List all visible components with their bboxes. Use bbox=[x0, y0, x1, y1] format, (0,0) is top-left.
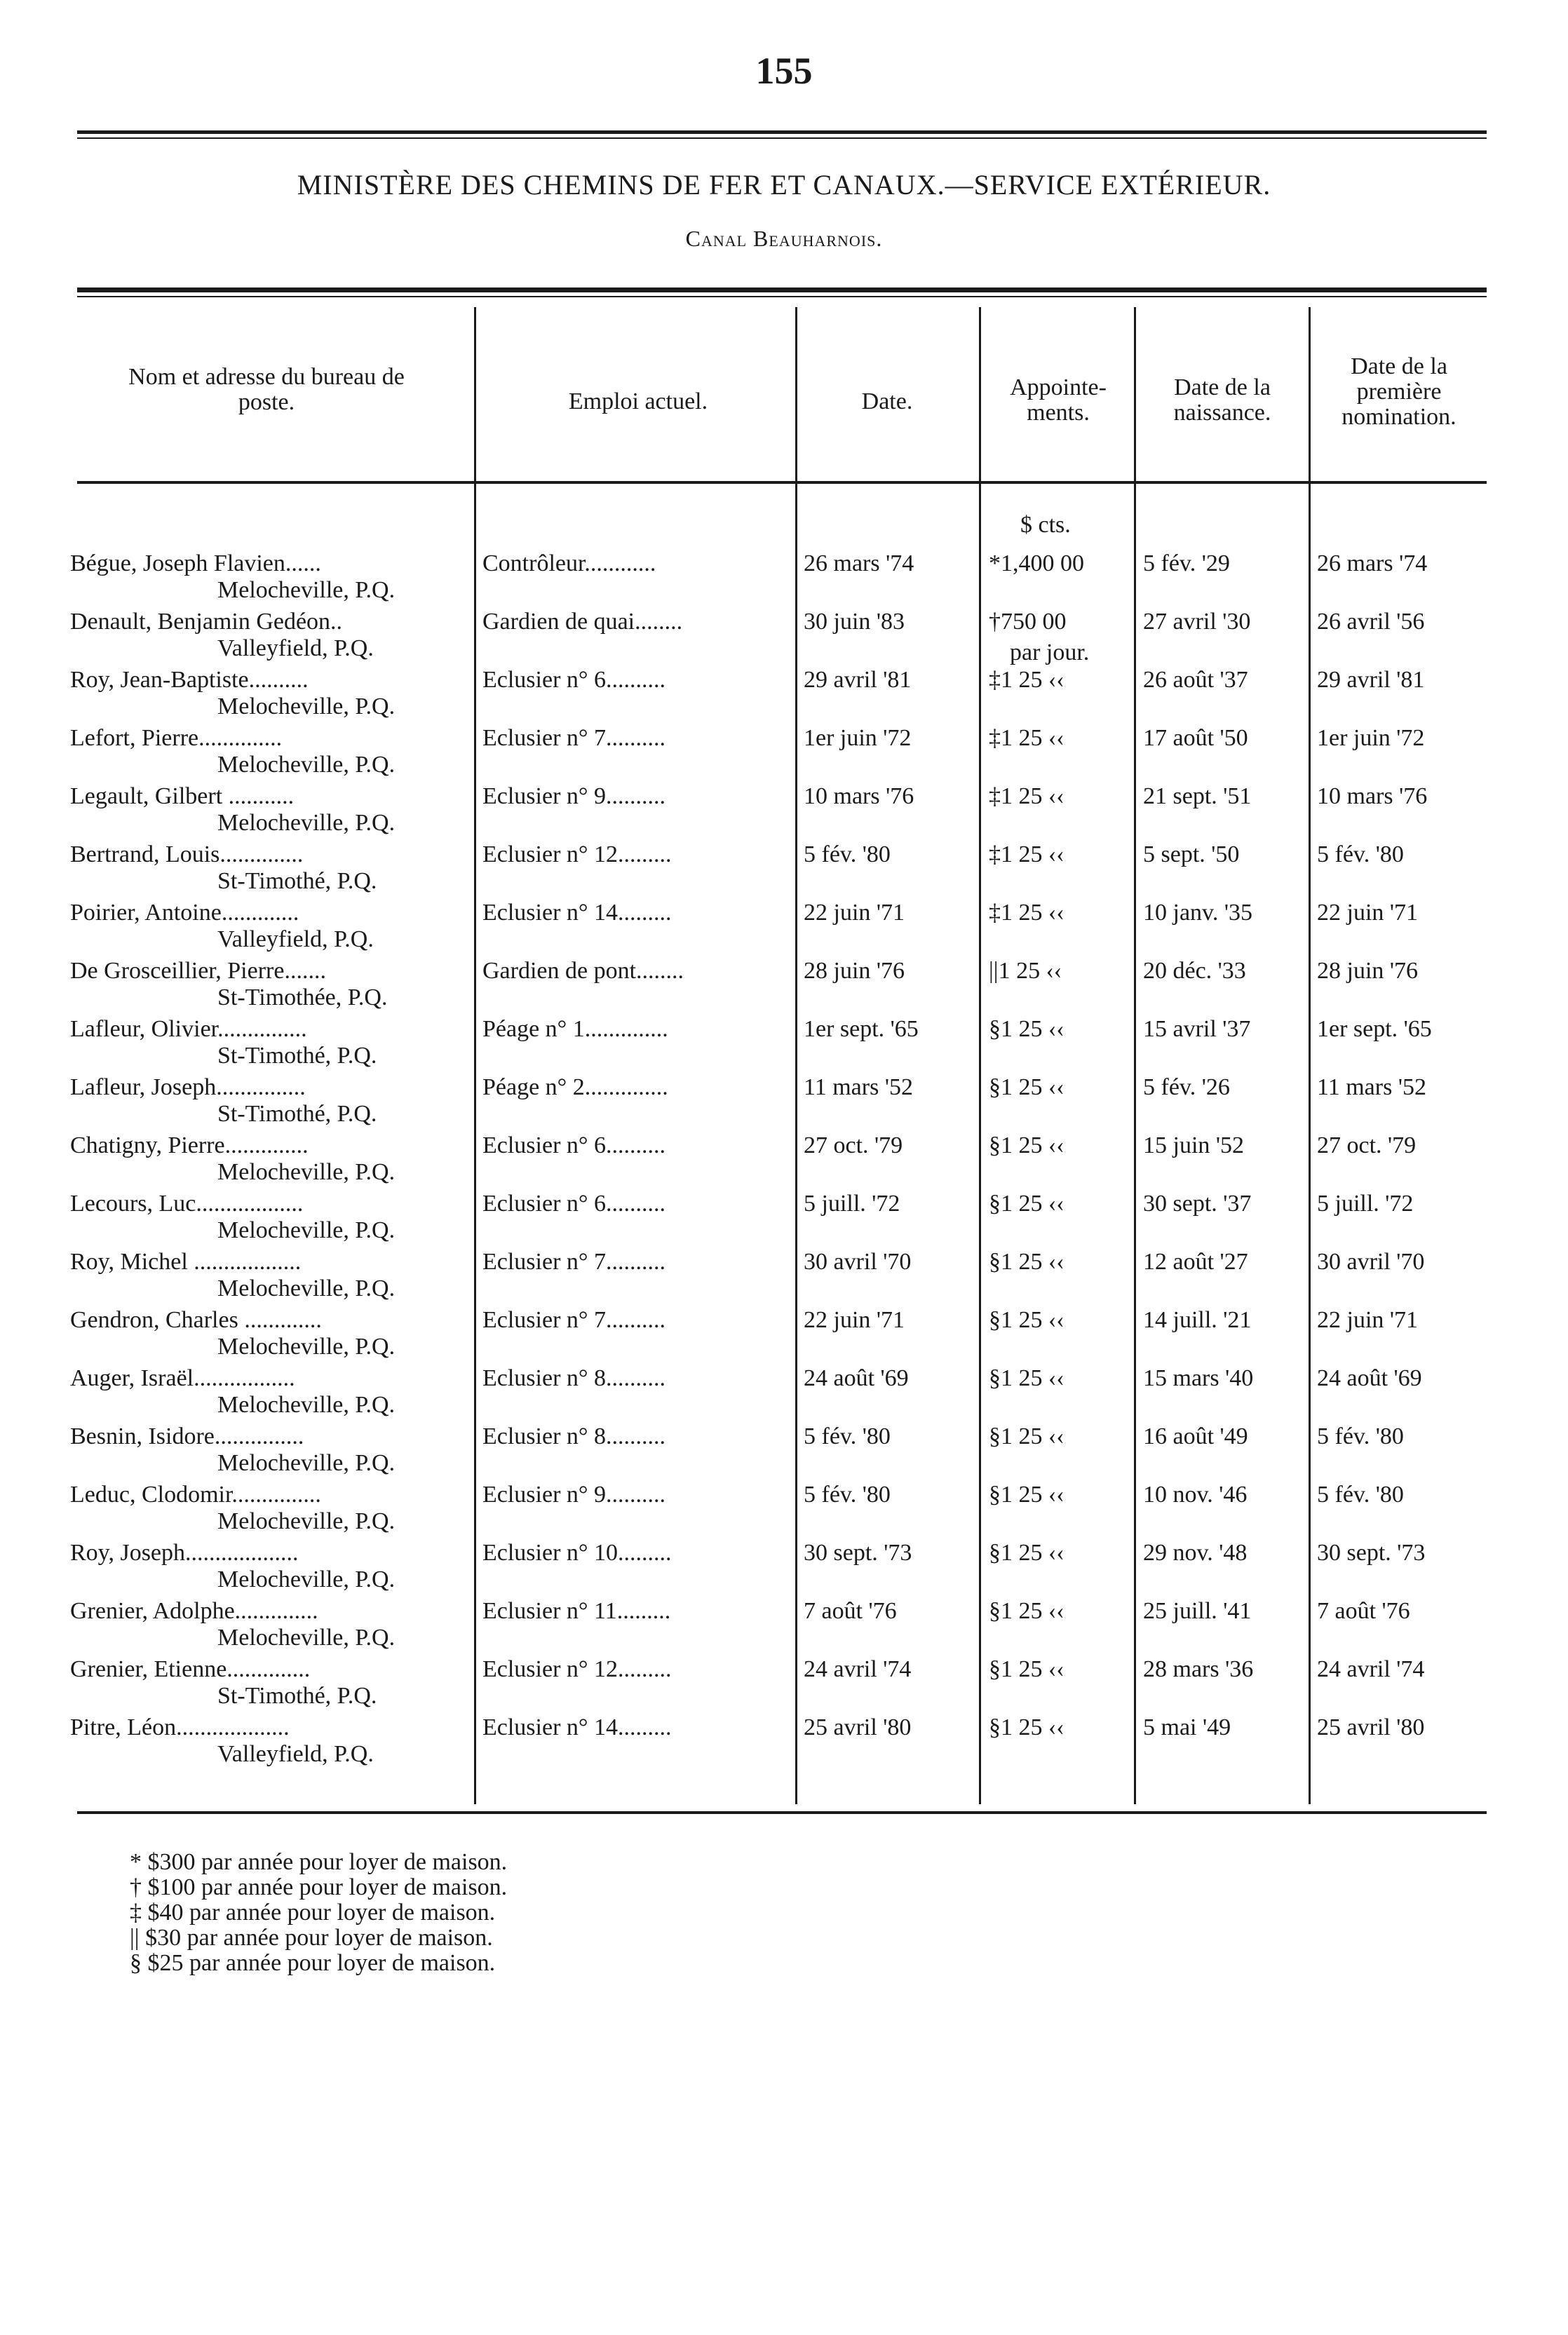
appointements-cell: ‡1 25 ‹‹ bbox=[989, 725, 1065, 751]
address-cell: Melocheville, P.Q. bbox=[217, 1275, 396, 1301]
page-title: MINISTÈRE DES CHEMINS DE FER ET CANAUX.—SERVICE EXTÉRIEUR. bbox=[297, 169, 1271, 201]
naissance-cell: 25 juill. '41 bbox=[1143, 1598, 1252, 1624]
naissance-cell: 15 avril '37 bbox=[1143, 1016, 1251, 1042]
nomination-cell: 5 fév. '80 bbox=[1317, 841, 1404, 867]
name-cell: Roy, Michel .................. bbox=[70, 1249, 302, 1275]
address-cell: Melocheville, P.Q. bbox=[217, 1159, 396, 1185]
name-cell: Denault, Benjamin Gedéon.. bbox=[70, 609, 343, 635]
date-cell: 26 mars '74 bbox=[804, 550, 914, 576]
date-cell: 5 fév. '80 bbox=[804, 1423, 891, 1449]
address-cell: Valleyfield, P.Q. bbox=[217, 926, 374, 952]
header-naissance: Date de la naissance. bbox=[1173, 374, 1271, 426]
naissance-cell: 17 août '50 bbox=[1143, 725, 1248, 751]
address-cell: Melocheville, P.Q. bbox=[217, 1450, 396, 1476]
appointements-cell: ‡1 25 ‹‹ bbox=[989, 783, 1065, 809]
nomination-cell: 29 avril '81 bbox=[1317, 667, 1425, 693]
address-cell: St-Timothée, P.Q. bbox=[217, 984, 388, 1010]
emploi-cell: Eclusier n° 8.......... bbox=[482, 1423, 665, 1449]
emploi-cell: Gardien de quai........ bbox=[482, 609, 683, 635]
units-label: $ cts. bbox=[1020, 512, 1071, 538]
naissance-cell: 21 sept. '51 bbox=[1143, 783, 1252, 809]
naissance-cell: 16 août '49 bbox=[1143, 1423, 1248, 1449]
nomination-cell: 30 sept. '73 bbox=[1317, 1540, 1426, 1566]
name-cell: Lafleur, Olivier............... bbox=[70, 1016, 307, 1042]
top-rule-thin bbox=[77, 137, 1487, 139]
naissance-cell: 20 déc. '33 bbox=[1143, 958, 1246, 984]
date-cell: 7 août '76 bbox=[804, 1598, 897, 1624]
date-cell: 24 août '69 bbox=[804, 1365, 909, 1391]
nomination-cell: 25 avril '80 bbox=[1317, 1714, 1425, 1740]
emploi-cell: Péage n° 2.............. bbox=[482, 1074, 668, 1100]
address-cell: Melocheville, P.Q. bbox=[217, 810, 396, 836]
table-top-rule-thin bbox=[77, 296, 1487, 297]
appointements-cell: §1 25 ‹‹ bbox=[989, 1016, 1065, 1042]
column-divider bbox=[1134, 307, 1136, 1804]
emploi-cell: Eclusier n° 10......... bbox=[482, 1540, 672, 1566]
appointements-cell: §1 25 ‹‹ bbox=[989, 1656, 1065, 1682]
naissance-cell: 14 juill. '21 bbox=[1143, 1307, 1252, 1333]
name-cell: Gendron, Charles ............. bbox=[70, 1307, 322, 1333]
emploi-cell: Eclusier n° 7.......... bbox=[482, 1249, 665, 1275]
naissance-cell: 15 juin '52 bbox=[1143, 1132, 1245, 1158]
address-cell: St-Timothé, P.Q. bbox=[217, 1101, 377, 1127]
nomination-cell: 5 fév. '80 bbox=[1317, 1482, 1404, 1508]
emploi-cell: Eclusier n° 6.......... bbox=[482, 1132, 665, 1158]
appointements-cell: †750 00 bbox=[989, 609, 1067, 635]
name-cell: Legault, Gilbert ........... bbox=[70, 783, 295, 809]
header-nomination: Date de la première nomination. bbox=[1341, 353, 1457, 430]
nomination-cell: 5 juill. '72 bbox=[1317, 1191, 1414, 1217]
nomination-cell: 5 fév. '80 bbox=[1317, 1423, 1404, 1449]
date-cell: 30 avril '70 bbox=[804, 1249, 912, 1275]
header-emploi: Emploi actuel. bbox=[568, 388, 708, 414]
emploi-cell: Eclusier n° 12......... bbox=[482, 1656, 672, 1682]
name-cell: Poirier, Antoine............. bbox=[70, 900, 299, 926]
footnote: § $25 par année pour loyer de maison. bbox=[130, 1950, 496, 1976]
emploi-cell: Eclusier n° 7.......... bbox=[482, 1307, 665, 1333]
address-cell: Melocheville, P.Q. bbox=[217, 1508, 396, 1534]
address-cell: Melocheville, P.Q. bbox=[217, 1334, 396, 1360]
date-cell: 1er sept. '65 bbox=[804, 1016, 919, 1042]
address-cell: Melocheville, P.Q. bbox=[217, 1566, 396, 1592]
address-cell: St-Timothé, P.Q. bbox=[217, 1043, 377, 1069]
address-cell: St-Timothé, P.Q. bbox=[217, 1683, 377, 1709]
emploi-cell: Contrôleur............ bbox=[482, 550, 656, 576]
date-cell: 11 mars '52 bbox=[804, 1074, 913, 1100]
nomination-cell: 24 avril '74 bbox=[1317, 1656, 1425, 1682]
name-cell: Lafleur, Joseph............... bbox=[70, 1074, 306, 1100]
address-cell: Melocheville, P.Q. bbox=[217, 577, 396, 603]
emploi-cell: Eclusier n° 6.......... bbox=[482, 667, 665, 693]
date-cell: 30 sept. '73 bbox=[804, 1540, 912, 1566]
appointements-cell: §1 25 ‹‹ bbox=[989, 1132, 1065, 1158]
naissance-cell: 30 sept. '37 bbox=[1143, 1191, 1252, 1217]
header-appointements: Appointe-ments. bbox=[1010, 374, 1107, 426]
appointements-cell: §1 25 ‹‹ bbox=[989, 1307, 1065, 1333]
naissance-cell: 26 août '37 bbox=[1143, 667, 1248, 693]
date-cell: 5 fév. '80 bbox=[804, 841, 891, 867]
naissance-cell: 5 fév. '29 bbox=[1143, 550, 1230, 576]
name-cell: Besnin, Isidore............... bbox=[70, 1423, 304, 1449]
date-cell: 30 juin '83 bbox=[804, 609, 905, 635]
appointements-note: par jour. bbox=[1010, 639, 1090, 665]
page-subtitle: Canal Beauharnois. bbox=[685, 226, 883, 251]
column-divider bbox=[795, 307, 797, 1804]
nomination-cell: 30 avril '70 bbox=[1317, 1249, 1425, 1275]
address-cell: Melocheville, P.Q. bbox=[217, 1625, 396, 1651]
name-cell: Lefort, Pierre.............. bbox=[70, 725, 283, 751]
date-cell: 10 mars '76 bbox=[804, 783, 914, 809]
appointements-cell: *1,400 00 bbox=[989, 550, 1084, 576]
name-cell: Bégue, Joseph Flavien...... bbox=[70, 550, 321, 576]
name-cell: De Grosceillier, Pierre....... bbox=[70, 958, 326, 984]
nomination-cell: 11 mars '52 bbox=[1317, 1074, 1426, 1100]
address-cell: Melocheville, P.Q. bbox=[217, 1217, 396, 1243]
top-rule bbox=[77, 130, 1487, 134]
date-cell: 22 juin '71 bbox=[804, 900, 905, 926]
name-cell: Bertrand, Louis.............. bbox=[70, 841, 304, 867]
nomination-cell: 27 oct. '79 bbox=[1317, 1132, 1417, 1158]
naissance-cell: 10 nov. '46 bbox=[1143, 1482, 1248, 1508]
address-cell: St-Timothé, P.Q. bbox=[217, 868, 377, 894]
column-divider bbox=[1309, 307, 1311, 1804]
address-cell: Melocheville, P.Q. bbox=[217, 1392, 396, 1418]
name-cell: Roy, Jean-Baptiste.......... bbox=[70, 667, 309, 693]
emploi-cell: Eclusier n° 7.......... bbox=[482, 725, 665, 751]
naissance-cell: 28 mars '36 bbox=[1143, 1656, 1254, 1682]
column-divider bbox=[474, 307, 476, 1804]
naissance-cell: 29 nov. '48 bbox=[1143, 1540, 1248, 1566]
header-nom: Nom et adresse du bureau de poste. bbox=[128, 364, 405, 415]
nomination-cell: 1er juin '72 bbox=[1317, 725, 1425, 751]
naissance-cell: 27 avril '30 bbox=[1143, 609, 1251, 635]
appointements-cell: §1 25 ‹‹ bbox=[989, 1423, 1065, 1449]
name-cell: Grenier, Adolphe.............. bbox=[70, 1598, 318, 1624]
table-top-rule bbox=[77, 287, 1487, 292]
appointements-cell: §1 25 ‹‹ bbox=[989, 1365, 1065, 1391]
naissance-cell: 12 août '27 bbox=[1143, 1249, 1248, 1275]
emploi-cell: Gardien de pont........ bbox=[482, 958, 684, 984]
nomination-cell: 26 avril '56 bbox=[1317, 609, 1425, 635]
emploi-cell: Eclusier n° 14......... bbox=[482, 900, 672, 926]
footnote: || $30 par année pour loyer de maison. bbox=[130, 1925, 493, 1951]
table-bottom-rule bbox=[77, 1811, 1487, 1814]
date-cell: 1er juin '72 bbox=[804, 725, 912, 751]
emploi-cell: Eclusier n° 9.......... bbox=[482, 1482, 665, 1508]
appointements-cell: ||1 25 ‹‹ bbox=[989, 958, 1062, 984]
header-rule bbox=[77, 481, 1487, 484]
naissance-cell: 10 janv. '35 bbox=[1143, 900, 1252, 926]
nomination-cell: 24 août '69 bbox=[1317, 1365, 1422, 1391]
naissance-cell: 5 sept. '50 bbox=[1143, 841, 1240, 867]
nomination-cell: 22 juin '71 bbox=[1317, 900, 1419, 926]
address-cell: Melocheville, P.Q. bbox=[217, 752, 396, 778]
emploi-cell: Eclusier n° 9.......... bbox=[482, 783, 665, 809]
footnote: ‡ $40 par année pour loyer de maison. bbox=[130, 1900, 496, 1925]
date-cell: 22 juin '71 bbox=[804, 1307, 905, 1333]
name-cell: Roy, Joseph................... bbox=[70, 1540, 299, 1566]
name-cell: Chatigny, Pierre.............. bbox=[70, 1132, 309, 1158]
emploi-cell: Eclusier n° 12......... bbox=[482, 841, 672, 867]
address-cell: Melocheville, P.Q. bbox=[217, 693, 396, 719]
appointements-cell: §1 25 ‹‹ bbox=[989, 1714, 1065, 1740]
date-cell: 27 oct. '79 bbox=[804, 1132, 903, 1158]
nomination-cell: 22 juin '71 bbox=[1317, 1307, 1419, 1333]
appointements-cell: §1 25 ‹‹ bbox=[989, 1249, 1065, 1275]
footnote: † $100 par année pour loyer de maison. bbox=[130, 1874, 508, 1900]
footnote: * $300 par année pour loyer de maison. bbox=[130, 1849, 508, 1875]
appointements-cell: ‡1 25 ‹‹ bbox=[989, 841, 1065, 867]
date-cell: 5 juill. '72 bbox=[804, 1191, 900, 1217]
nomination-cell: 1er sept. '65 bbox=[1317, 1016, 1432, 1042]
nomination-cell: 10 mars '76 bbox=[1317, 783, 1428, 809]
date-cell: 29 avril '81 bbox=[804, 667, 912, 693]
appointements-cell: §1 25 ‹‹ bbox=[989, 1598, 1065, 1624]
name-cell: Lecours, Luc.................. bbox=[70, 1191, 304, 1217]
appointements-cell: ‡1 25 ‹‹ bbox=[989, 667, 1065, 693]
emploi-cell: Eclusier n° 14......... bbox=[482, 1714, 672, 1740]
emploi-cell: Eclusier n° 6.......... bbox=[482, 1191, 665, 1217]
appointements-cell: §1 25 ‹‹ bbox=[989, 1540, 1065, 1566]
date-cell: 24 avril '74 bbox=[804, 1656, 912, 1682]
name-cell: Pitre, Léon................... bbox=[70, 1714, 290, 1740]
appointements-cell: §1 25 ‹‹ bbox=[989, 1482, 1065, 1508]
nomination-cell: 28 juin '76 bbox=[1317, 958, 1419, 984]
naissance-cell: 5 mai '49 bbox=[1143, 1714, 1231, 1740]
column-divider bbox=[979, 307, 981, 1804]
appointements-cell: §1 25 ‹‹ bbox=[989, 1074, 1065, 1100]
date-cell: 25 avril '80 bbox=[804, 1714, 912, 1740]
date-cell: 28 juin '76 bbox=[804, 958, 905, 984]
nomination-cell: 26 mars '74 bbox=[1317, 550, 1428, 576]
appointements-cell: ‡1 25 ‹‹ bbox=[989, 900, 1065, 926]
emploi-cell: Eclusier n° 8.......... bbox=[482, 1365, 665, 1391]
naissance-cell: 5 fév. '26 bbox=[1143, 1074, 1230, 1100]
address-cell: Valleyfield, P.Q. bbox=[217, 635, 374, 661]
name-cell: Auger, Israël................. bbox=[70, 1365, 295, 1391]
naissance-cell: 15 mars '40 bbox=[1143, 1365, 1254, 1391]
nomination-cell: 7 août '76 bbox=[1317, 1598, 1410, 1624]
footnotes bbox=[130, 1850, 507, 1976]
header-date: Date. bbox=[861, 388, 913, 414]
name-cell: Grenier, Etienne.............. bbox=[70, 1656, 311, 1682]
address-cell: Valleyfield, P.Q. bbox=[217, 1741, 374, 1767]
appointements-cell: §1 25 ‹‹ bbox=[989, 1191, 1065, 1217]
emploi-cell: Péage n° 1.............. bbox=[482, 1016, 668, 1042]
date-cell: 5 fév. '80 bbox=[804, 1482, 891, 1508]
page-number: 155 bbox=[755, 50, 813, 92]
name-cell: Leduc, Clodomir............... bbox=[70, 1482, 321, 1508]
emploi-cell: Eclusier n° 11......... bbox=[482, 1598, 671, 1624]
